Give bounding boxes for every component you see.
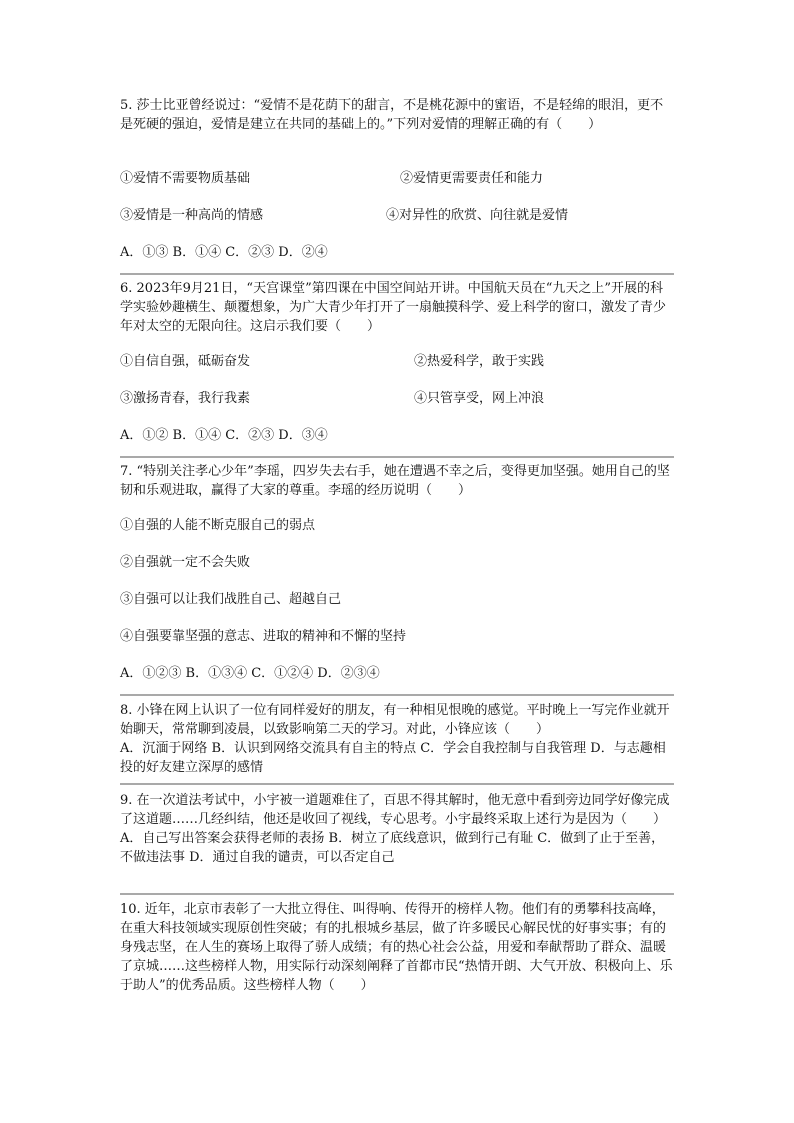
- question-divider: [120, 783, 674, 785]
- option-2: ②热爱科学，敢于实践: [414, 354, 545, 369]
- option-4: ④自强要靠坚强的意志、进取的精神和不懈的坚持: [120, 629, 407, 644]
- question-divider: [120, 694, 674, 696]
- answer-choices: A．①③ B．①④ C．②③ D．②④: [120, 245, 328, 260]
- option-1: ①爱情不需要物质基础: [120, 171, 251, 186]
- question-6: [120, 279, 674, 443]
- option-1: ①自信自强，砥砺奋发: [120, 354, 251, 369]
- question-10: [120, 900, 674, 995]
- question-stem: 6. 2023年9月21日，“天宫课堂”第四课在中国空间站开讲。中国航天员在“九天之上”开展的科学实验妙趣横生、颠覆想象，为广大青少年打开了一扇触摸科学、爱上科学的窗口，激发了青少年对太空的无限向往。这启示我们要（ ）: [120, 281, 667, 334]
- option-3: ③自强可以让我们战胜自己、超越自己: [120, 592, 342, 607]
- question-stem: 9. 在一次道法考试中，小宇被一道题难住了，百思不得其解时，他无意中看到旁边同学好像完成了这道题……几经纠结，他还是收回了视线，专心思考。小宇最终采取上述行为是因为（ ）: [120, 793, 670, 827]
- question-stem: 8. 小锋在网上认识了一位有同样爱好的朋友，有一种相见恨晚的感觉。平时晚上一写完作业就开始聊天，常常聊到凌晨，以致影响第二天的学习。对此，小锋应该（ ）: [120, 703, 670, 737]
- question-stem: 5. 莎士比亚曾经说过：“爱情不是花荫下的甜言，不是桃花源中的蜜语，不是轻绵的眼泪，更不是死硬的强迫，爱情是建立在共同的基础上的。”下列对爱情的理解正确的有（ ）: [120, 98, 664, 132]
- answer-choices: A．自己写出答案会获得老师的表扬 B．树立了底线意识，做到行己有耻 C．做到了止于至善，不做违法事 D．通过自我的谴责，可以否定自己: [120, 831, 665, 865]
- option-3: ③激扬青春，我行我素: [120, 391, 251, 406]
- option-4: ④对异性的欣赏、向往就是爱情: [386, 208, 569, 223]
- answer-choices: A．沉湎于网络 B．认识到网络交流具有自主的特点 C．学会自我控制与自我管理 D．与志趣相投的好友建立深厚的感情: [120, 741, 666, 775]
- option-2: ②爱情更需要责任和能力: [400, 171, 544, 186]
- answer-choices: A．①②③ B．①③④ C．①②④ D．②③④: [120, 666, 380, 681]
- option-row: [120, 389, 674, 408]
- option-2: ②自强就一定不会失败: [120, 555, 251, 570]
- question-8: [120, 701, 674, 777]
- question-stem: 7. “特别关注孝心少年”李瑶，四岁失去右手，她在遭遇不幸之后，变得更加坚强。她用自己的坚韧和乐观进取，赢得了大家的尊重。李瑶的经历说明（ ）: [120, 464, 670, 498]
- answer-choices: A．①② B．①④ C．②③ D．③④: [120, 428, 328, 443]
- question-9: [120, 791, 674, 867]
- question-divider: [120, 273, 674, 275]
- option-1: ①自强的人能不断克服自己的弱点: [120, 518, 316, 533]
- question-divider: [120, 893, 674, 895]
- question-7: [120, 462, 674, 681]
- option-row: [120, 352, 674, 371]
- option-4: ④只管享受，网上冲浪: [414, 391, 545, 406]
- question-divider: [120, 456, 674, 458]
- option-row: [120, 206, 674, 225]
- question-5: [120, 96, 674, 260]
- option-row: [120, 169, 674, 188]
- option-3: ③爱情是一种高尚的情感: [120, 208, 264, 223]
- question-stem: 10. 近年，北京市表彰了一大批立得住、叫得响、传得开的榜样人物。他们有的勇攀科技高峰，在重大科技领域实现原创性突破；有的扎根城乡基层，做了许多暖民心解民忧的好事实事；有的身残志坚，在人生的赛场上取得了骄人成绩；有的热心社会公益，用爱和奉献帮助了群众、温暖了京城……这些榜样人物，用实际行动深刻阐释了首都市民“热情开朗、大气开放、积极向上、乐于助人”的优秀品质。这些榜样人物（ ）: [120, 902, 673, 993]
